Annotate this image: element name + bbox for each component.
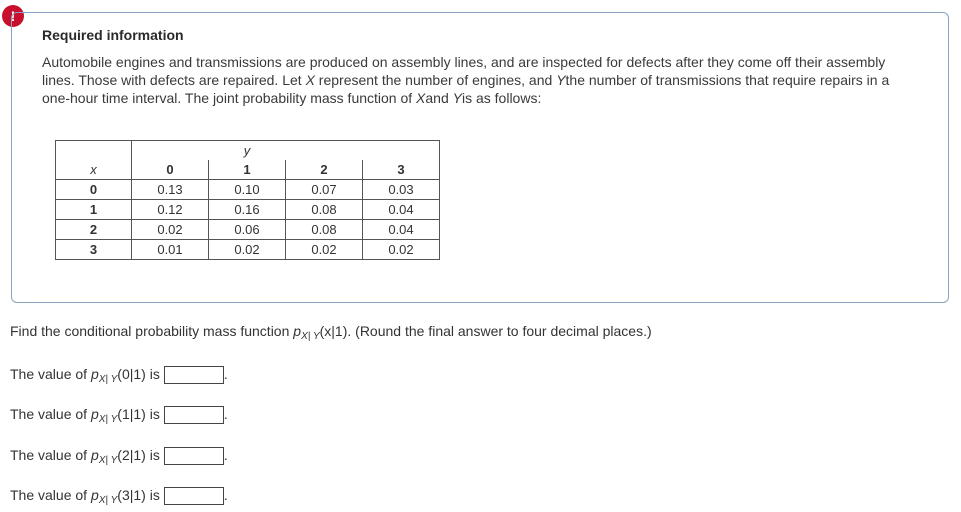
answer-pre: The value of (10, 406, 91, 422)
table-cell: 0.04 (363, 200, 440, 220)
answer-p: p (90, 366, 99, 382)
table-cell: 0.02 (209, 240, 286, 260)
answer-input-2[interactable] (164, 447, 224, 465)
info-var-x: X (305, 72, 315, 88)
table-spacer (132, 141, 209, 161)
answer-p: p (90, 406, 99, 422)
table-y-value: 1 (209, 160, 286, 180)
table-row (56, 240, 440, 260)
info-var-x: X (416, 90, 426, 106)
answer-post: . (223, 366, 228, 382)
table-cell: 0.01 (132, 240, 209, 260)
table-corner (56, 141, 132, 161)
answer-post: . (223, 447, 228, 463)
required-info-text (42, 53, 902, 107)
required-info-title: Required information (42, 27, 184, 43)
table-x-value: 2 (56, 220, 132, 240)
info-text-part: Automobile engines and transmissions are produced on assembly lines, and are inspected for defects after they come off their assembly lines. Those with defects are repaired. Let (42, 54, 886, 88)
table-row (56, 200, 440, 220)
answer-input-3[interactable] (164, 487, 224, 505)
alert-icon: ! (2, 5, 24, 27)
joint-pmf-table (55, 140, 440, 260)
answer-sub: X| Y (98, 455, 118, 466)
table-row (56, 220, 440, 240)
answer-pre: The value of (10, 366, 91, 382)
answer-post: . (223, 487, 228, 503)
table-x-value: 0 (56, 180, 132, 200)
table-cell: 0.02 (363, 240, 440, 260)
answer-sub: X| Y (98, 495, 118, 506)
table-cell: 0.08 (286, 200, 363, 220)
table-header-row-y (56, 141, 440, 161)
answer-input-0[interactable] (164, 366, 224, 384)
info-var-y: Y (556, 72, 566, 88)
table-spacer (286, 141, 363, 161)
table-row (56, 180, 440, 200)
question-pre: Find the conditional probability mass function (10, 323, 294, 339)
answer-pre: The value of (10, 487, 91, 503)
answer-row (10, 403, 228, 425)
answer-arg: (0|1) is (117, 366, 160, 382)
answer-sub: X| Y (98, 414, 118, 425)
table-y-value: 3 (363, 160, 440, 180)
info-text-part: and (425, 90, 453, 106)
table-spacer (363, 141, 440, 161)
question-text (10, 323, 652, 342)
answer-p: p (90, 447, 99, 463)
table-cell: 0.12 (132, 200, 209, 220)
table-y-value: 2 (286, 160, 363, 180)
answer-sub: X| Y (98, 374, 118, 385)
table-cell: 0.03 (363, 180, 440, 200)
answer-arg: (2|1) is (117, 447, 160, 463)
table-x-value: 3 (56, 240, 132, 260)
answer-row (10, 444, 228, 466)
table-cell: 0.10 (209, 180, 286, 200)
answer-row (10, 484, 228, 506)
table-y-value: 0 (132, 160, 209, 180)
info-text-part: the number of transmissions that require repairs in a one-hour time interval. The joint probability mass function of (42, 72, 890, 106)
table-cell: 0.06 (209, 220, 286, 240)
answer-p: p (90, 487, 99, 503)
info-text-part: represent the number of engines, and (314, 72, 557, 88)
question-post: . (Round the final answer to four decimal places.) (347, 323, 652, 339)
question-p: p (293, 323, 302, 339)
question-sub: X| Y (301, 331, 320, 342)
answer-post: . (223, 406, 228, 422)
answer-arg: (3|1) is (117, 487, 160, 503)
table-header-row (56, 160, 440, 180)
table-cell: 0.16 (209, 200, 286, 220)
table-y-header: y (209, 141, 286, 161)
table-cell: 0.07 (286, 180, 363, 200)
table-cell: 0.02 (286, 240, 363, 260)
table-x-header: x (56, 160, 132, 180)
answer-arg: (1|1) is (117, 406, 160, 422)
answer-pre: The value of (10, 447, 91, 463)
info-text-part: is as follows: (461, 90, 542, 106)
question-arg: (x|1) (319, 323, 348, 339)
table-cell: 0.08 (286, 220, 363, 240)
table-x-value: 1 (56, 200, 132, 220)
table-cell: 0.04 (363, 220, 440, 240)
answer-input-1[interactable] (164, 406, 224, 424)
answer-row (10, 363, 228, 385)
info-var-y: Y (452, 90, 462, 106)
table-cell: 0.02 (132, 220, 209, 240)
table-cell: 0.13 (132, 180, 209, 200)
